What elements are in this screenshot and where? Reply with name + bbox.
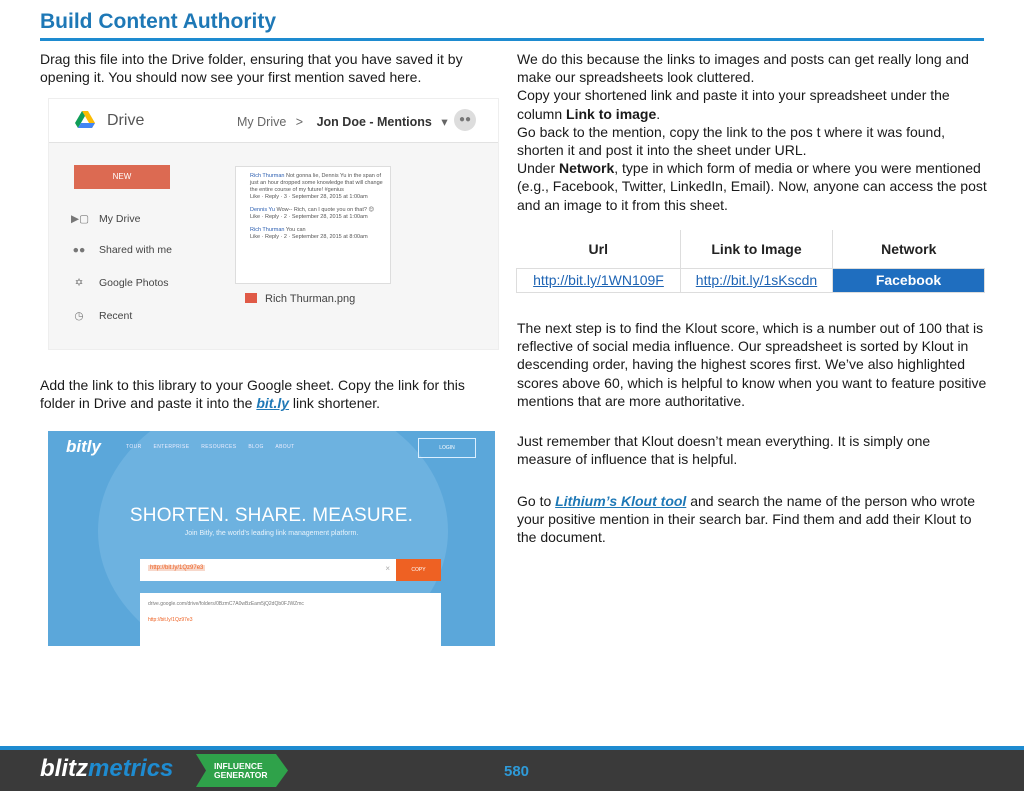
text-fragment: Copy your shortened link and paste it into your spreadsheet under the column bbox=[517, 87, 950, 122]
sidebar-item-my-drive[interactable] bbox=[71, 213, 140, 225]
right-paragraph-2: The next step is to find the Klout score, which is a number out of 100 that is reflective of social media influence. Our spreadsheet is sorted by Klout in descending order, having the highest scores first. We’ve also highlighted scores above 60, which is helpful to know when you want to feature positive mentions that are more authoritative. bbox=[517, 320, 987, 409]
comment-meta: Like · Reply · 2 · September 28, 2015 at 1:00am bbox=[250, 214, 368, 220]
drive-logo-icon bbox=[75, 111, 95, 129]
sidebar-item-label: Shared with me bbox=[99, 244, 172, 256]
page-title: Build Content Authority bbox=[40, 10, 277, 33]
text-fragment: , type in which form of media or where you were mentioned (e.g., Facebook, Twitter, LinkedIn, Email). Now, anyone can access the post and an image to it from this sheet. bbox=[517, 160, 987, 213]
shared-folder-icon[interactable]: ●● bbox=[454, 109, 476, 131]
title-divider bbox=[40, 38, 984, 41]
comment-text: You can bbox=[285, 227, 306, 233]
recent-icon: ◷ bbox=[74, 310, 84, 322]
cell-url[interactable]: http://bit.ly/1WN109F bbox=[517, 268, 681, 292]
cell-network: Facebook bbox=[833, 268, 985, 292]
table-row bbox=[517, 268, 985, 292]
right-paragraph-4 bbox=[517, 492, 987, 547]
right-paragraph-1 bbox=[517, 50, 987, 214]
sidebar-item-label: Google Photos bbox=[99, 277, 169, 289]
bitly-subline: Join Bitly, the world's leading link management platform. bbox=[184, 530, 359, 537]
left-paragraph-1: Drag this file into the Drive folder, ensuring that you have saved it by opening it. You should now see your first mention saved here. bbox=[40, 51, 463, 86]
text-line: We do this because the links to images and posts can get really long and make our spreadsheets look cluttered. bbox=[517, 51, 969, 86]
comment-meta: Like · Reply · 2 · September 28, 2015 at 8:00am bbox=[250, 234, 368, 240]
comment-text: Wow-- Rich, can I quote you on that? 😊 bbox=[276, 207, 375, 213]
right-paragraph-3: Just remember that Klout doesn’t mean everything. It is simply one measure of influence that is helpful. bbox=[517, 433, 931, 468]
shared-icon: ●● bbox=[72, 244, 86, 256]
login-button[interactable]: LOGIN bbox=[418, 438, 476, 458]
result-long-url: drive.google.com/drive/folders/0BzmC7A0wBzEam5jQ2dQb0FJWZmc bbox=[148, 601, 304, 607]
text-line bbox=[517, 86, 987, 122]
file-item[interactable] bbox=[245, 293, 355, 305]
text-fragment: and search the name of the person who wrote your positive mention in their search bar. Find them and add their Klout to the document. bbox=[517, 493, 976, 546]
links-table bbox=[516, 230, 985, 293]
image-file-icon bbox=[245, 293, 257, 303]
bitly-link[interactable]: bit.ly bbox=[256, 395, 290, 412]
text-line: Go back to the mention, copy the link to the pos t where it was found, shorten it and post it into the sheet under URL. bbox=[517, 123, 946, 159]
file-name: Rich Thurman.png bbox=[265, 293, 356, 305]
bitly-logo: bitly bbox=[66, 437, 101, 456]
nav-enterprise[interactable]: ENTERPRISE bbox=[153, 444, 190, 450]
text-fragment: . bbox=[656, 105, 661, 122]
sidebar-item-label: My Drive bbox=[99, 213, 141, 225]
comment-author: Dennis Yu bbox=[250, 207, 275, 213]
nav-resources[interactable]: RESOURCES bbox=[201, 444, 237, 450]
bitly-nav bbox=[126, 444, 305, 450]
text-fragment: link shortener. bbox=[289, 395, 381, 412]
cell-link-to-image[interactable]: http://bit.ly/1sKscdn bbox=[681, 268, 833, 292]
sidebar-item-recent[interactable] bbox=[71, 310, 132, 322]
breadcrumb-root[interactable]: My Drive bbox=[237, 115, 287, 129]
sidebar-item-shared[interactable] bbox=[71, 244, 172, 256]
my-drive-icon: ▶▢ bbox=[71, 213, 89, 225]
nav-tour[interactable]: TOUR bbox=[126, 444, 142, 450]
text-line bbox=[517, 159, 987, 214]
sidebar-item-photos[interactable] bbox=[71, 277, 168, 289]
drive-app-name: Drive bbox=[107, 112, 145, 129]
photos-icon: ✡ bbox=[74, 277, 84, 289]
comment-author: Rich Thurman bbox=[250, 227, 285, 233]
badge-line-2: GENERATOR bbox=[214, 770, 268, 780]
shorten-input[interactable] bbox=[140, 559, 396, 581]
breadcrumb-current[interactable]: Jon Doe - Mentions bbox=[316, 115, 432, 129]
drive-topbar bbox=[49, 99, 498, 143]
text-fragment: Go to bbox=[517, 493, 556, 509]
page-number: 580 bbox=[504, 763, 530, 780]
clear-icon[interactable]: × bbox=[385, 564, 390, 573]
shorten-input-value: http://bit.ly/1Qz97e3 bbox=[150, 565, 204, 571]
breadcrumb-separator-icon: > bbox=[295, 115, 304, 129]
bitly-screenshot bbox=[48, 431, 495, 646]
header-network: Network bbox=[881, 240, 937, 257]
chevron-down-icon[interactable]: ▾ bbox=[441, 115, 448, 129]
result-short-url[interactable]: http://bit.ly/1Qz97e3 bbox=[148, 617, 193, 623]
drive-screenshot bbox=[48, 98, 499, 350]
text-fragment: Add the link to this library to your Google sheet. Copy the link for this folder in Drive and paste it into the bbox=[40, 377, 465, 412]
text-fragment: Under bbox=[517, 160, 560, 177]
sidebar-item-label: Recent bbox=[99, 310, 133, 322]
footer bbox=[0, 750, 1024, 791]
comment-3 bbox=[250, 227, 384, 241]
comment-author: Rich Thurman bbox=[250, 173, 285, 179]
comment-text: Not gonna lie, Dennis Yu in the span of just an hour dropped some knowledge that will change the entire course of my future! #genius bbox=[250, 173, 383, 193]
comment-1 bbox=[250, 173, 384, 201]
brand-part-2: metrics bbox=[88, 755, 174, 782]
mention-document-preview[interactable] bbox=[235, 166, 391, 284]
klout-tool-link[interactable]: Lithium’s Klout tool bbox=[555, 493, 687, 509]
header-link-to-image: Link to Image bbox=[681, 230, 833, 268]
comment-2 bbox=[250, 207, 384, 221]
table-header-row bbox=[517, 230, 985, 268]
copy-button[interactable]: COPY bbox=[396, 559, 441, 581]
comment-meta: Like · Reply · 3 · September 28, 2015 at 1:00am bbox=[250, 194, 368, 200]
nav-blog[interactable]: BLOG bbox=[248, 444, 264, 450]
badge-line-1: INFLUENCE bbox=[214, 761, 263, 771]
badge-label bbox=[214, 762, 268, 780]
bold-term: Network bbox=[559, 160, 615, 177]
breadcrumb bbox=[237, 114, 448, 129]
bold-term: Link to image bbox=[566, 105, 657, 122]
brand-part-1: blitz bbox=[40, 755, 88, 782]
nav-about[interactable]: ABOUT bbox=[275, 444, 295, 450]
left-paragraph-2 bbox=[40, 376, 492, 412]
header-url: Url bbox=[517, 230, 681, 268]
shortened-result bbox=[140, 593, 441, 646]
blitzmetrics-logo bbox=[40, 755, 173, 783]
new-button[interactable]: NEW bbox=[74, 165, 170, 189]
bitly-headline: SHORTEN. SHARE. MEASURE. bbox=[129, 505, 414, 526]
